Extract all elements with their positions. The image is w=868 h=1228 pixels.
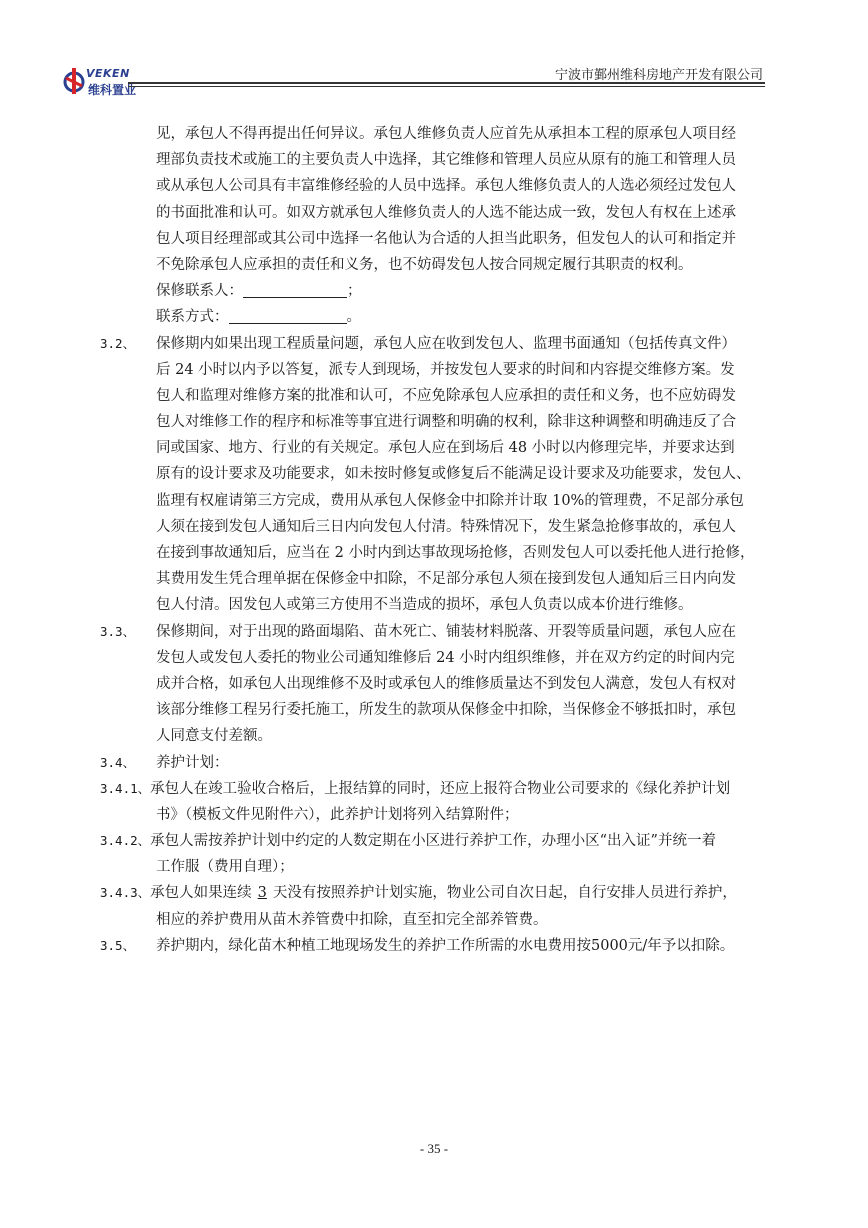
section-3-3-first: 3.3、 保修期间，对于出现的路面塌陷、苗木死亡、铺装材料脱落、开裂等质量问题，承包人应在 [100,619,770,645]
text-line: 或从承包人公司具有丰富维修经验的人员中选择。承包人维修负责人的人选必须经过发包人 [156,178,736,195]
text-line: 包人项目经理部或其公司中选择一名他认为合适的人担当此职务，但发包人的认可和指定并 [156,230,736,247]
contact-method-label: 联系方式： [156,309,229,326]
text-line: 同或国家、地方、行业的有关规定。承包人应在到场后 48 小时以内修理完毕，并要求达到 [156,440,735,457]
text-line: 其费用发生凭合理单据在保修金中扣除，不足部分承包人须在接到发包人通知后三日内向发 [156,571,736,588]
section-number: 3.4、 [100,754,136,770]
contact-person-label: 保修联系人： [156,283,243,300]
text-line: 工作服（费用自理）； [156,859,294,876]
contact-method-blank [229,307,347,324]
text-line: 包人和监理对维修方案的批准和认可，不应免除承包人应承担的责任和义务，也不应妨碍发 [156,387,736,404]
text-line: 不免除承包人应承担的责任和义务，也不妨碍发包人按合同规定履行其职责的权利。 [156,256,693,273]
text-line: 在接到事故通知后，应当在 2 小时内到达事故现场抢修，否则发包人可以委托他人进行抢修， [156,545,755,561]
section-number: 3.4.2、 [100,833,151,849]
text-line: 书》（模板文件见附件六），此养护计划将列入结算附件； [156,806,519,823]
text-line: 见，承包人不得再提出任何异议。承包人维修负责人应首先从承担本工程的原承包人项目经 [156,126,736,142]
logo-text-cn: 维科置业 [88,83,137,97]
veken-logo-icon [62,66,86,96]
text-line: 的书面批准和认可。如双方就承包人维修负责人的人选不能达成一致，发包人有权在上述承 [156,204,736,221]
section-3-2-first: 3.2、 保修期内如果出现工程质量问题，承包人应在收到发包人、监理书面通知（包括传真文件） [100,331,770,357]
text-line: 相应的养护费用从苗木养管费中扣除，直至扣完全部养管费。 [156,911,548,928]
text-line: 人同意支付差额。 [156,728,272,745]
company-name: 宁波市鄞州维科房地产开发有限公司 [554,68,763,83]
header-rule-thin [128,86,765,87]
text-line: 该部分维修工程另行委托施工，所发生的款项从保修金中扣除，当保修金不够抵扣时，承包 [156,702,736,719]
section-3-4: 3.4、 养护计划： [100,750,770,776]
text-line: 包人付清。因发包人或第三方使用不当造成的损坏，承包人负责以成本价进行维修。 [156,597,693,614]
text-line: 理部负责技术或施工的主要负责人中选择，其它维修和管理人员应从原有的施工和管理人员 [156,152,736,169]
text-line: 成并合格，如承包人出现维修不及时或承包人的维修质量达不到发包人满意，发包人有权对 [156,675,736,692]
text-line: 监理有权雇请第三方完成，费用从承包人保修金中扣除并计取 10%的管理费，不足部分承包 [156,492,744,509]
text-line: 后 24 小时以内予以答复，派专人到现场，并按发包人要求的时间和内容提交维修方案。发 [156,361,735,378]
page-number: - 35 - [419,1141,449,1156]
section-3-4-3-first: 3.4.3、承包人如果连续 3 天没有按照养护计划实施，物业公司自次日起，自行安排人员进行养护， [100,880,770,906]
contact-person-end: ； [347,283,362,300]
document-body [100,121,770,959]
section-number: 3.4.3、 [100,885,151,901]
header-rule [128,82,765,84]
text-line: 包人对维修工作的程序和标准等事宜进行调整和明确的权利，除非这种调整和明确违反了合 [156,414,736,431]
text-line: 原有的设计要求及功能要求，如未按时修复或修复后不能满足设计要求及功能要求，发包人、 [156,466,751,483]
section-3-4-2-first: 3.4.2、承包人需按养护计划中约定的人数定期在小区进行养护工作，办理小区“出入证”并统一着 [100,828,770,854]
section-number: 3.2、 [100,335,136,351]
contact-person-row [100,278,770,304]
contact-person-blank [243,281,347,298]
text-line: 发包人或发包人委托的物业公司通知维修后 24 小时内组织维修，并在双方约定的时间内完 [156,649,735,666]
contact-method-end: 。 [346,309,361,326]
logo-text-en: VEKEN [86,67,130,80]
section-3-5: 3.5、 养护期内，绿化苗木种植工地现场发生的养护工作所需的水电费用按5000元/年予以扣除。 [100,933,770,959]
days-value: 3 [257,885,267,902]
text-line: 人须在接到发包人通知后三日内向发包人付清。特殊情况下，发生紧急抢修事故的，承包人 [156,518,736,535]
page-header [0,0,868,110]
section-number: 3.3、 [100,623,136,639]
section-3-4-1-first: 3.4.1、承包人在竣工验收合格后，上报结算的同时，还应上报符合物业公司要求的《绿化养护计划 [100,776,770,802]
contact-method-row [100,304,770,330]
section-number: 3.4.1、 [100,780,151,796]
section-number: 3.5、 [100,937,136,953]
